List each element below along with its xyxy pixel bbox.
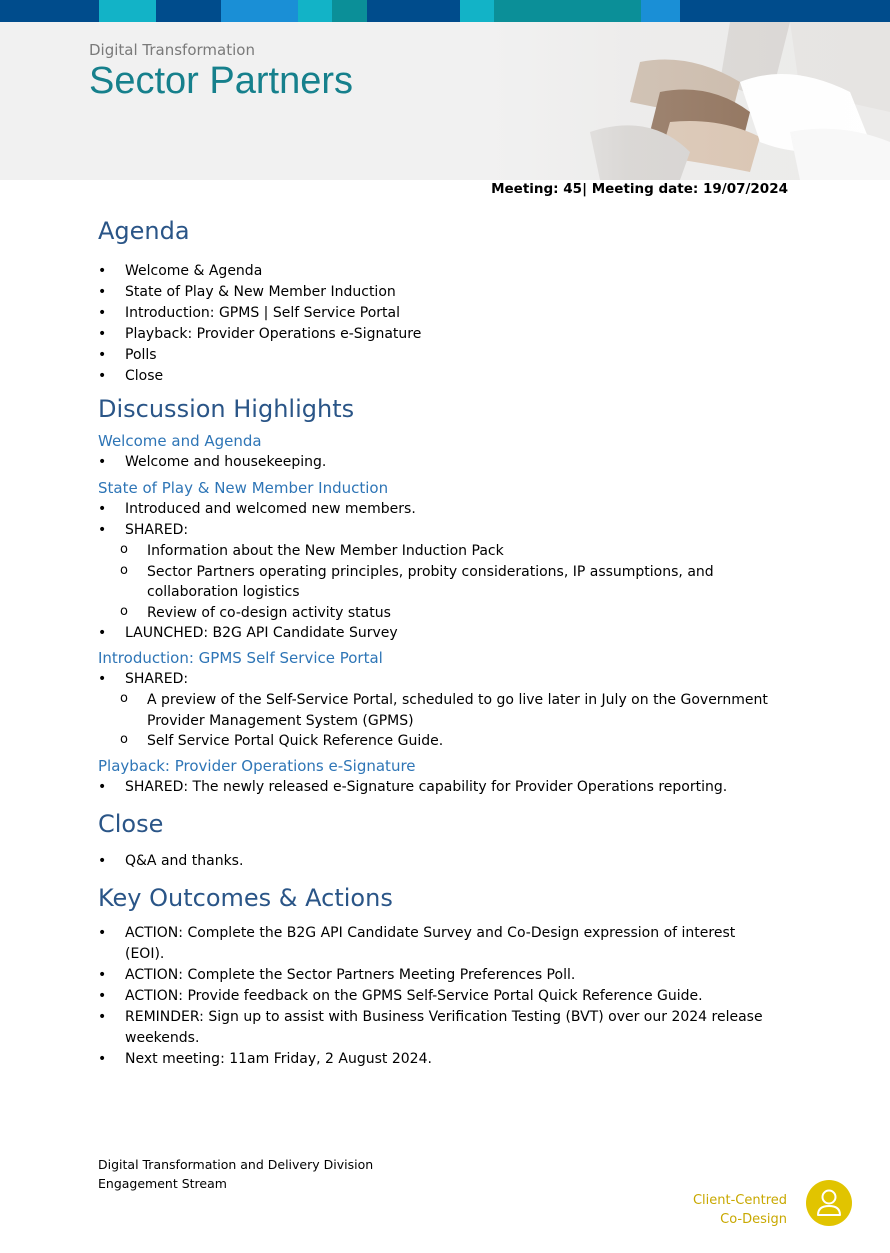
list-item: • REMINDER: Sign up to assist with Business Verification Testing (BVT) over our 2024 release weekends. bbox=[98, 1007, 778, 1049]
close-heading: Close bbox=[98, 809, 164, 838]
list-item: • Introduction: GPMS | Self Service Portal bbox=[98, 303, 778, 324]
playback-list bbox=[98, 777, 778, 798]
list-item bbox=[98, 520, 778, 623]
list-item: • ACTION: Complete the Sector Partners Meeting Preferences Poll. bbox=[98, 965, 778, 986]
playback-subheading: Playback: Provider Operations e-Signature bbox=[98, 756, 416, 775]
list-item: • Polls bbox=[98, 345, 778, 366]
list-item: • LAUNCHED: B2G API Candidate Survey bbox=[98, 623, 778, 644]
list-item: • SHARED: The newly released e-Signature capability for Provider Operations reporting. bbox=[98, 777, 778, 798]
sub-list-item: o Sector Partners operating principles, probity considerations, IP assumptions, and collaboration logistics bbox=[98, 562, 778, 603]
list-item: • Welcome and housekeeping. bbox=[98, 452, 778, 473]
sub-list-item: o Information about the New Member Induction Pack bbox=[98, 541, 778, 562]
sub-list-item: o Self Service Portal Quick Reference Guide. bbox=[98, 731, 778, 752]
list-item: • Welcome & Agenda bbox=[98, 261, 778, 282]
header-subtitle: Digital Transformation bbox=[89, 41, 255, 59]
intro-list bbox=[98, 669, 778, 752]
state-sublist bbox=[125, 541, 778, 623]
list-item: • ACTION: Complete the B2G API Candidate Survey and Co-Design expression of interest (EOI). bbox=[98, 923, 778, 965]
list-item: • Next meeting: 11am Friday, 2 August 2024. bbox=[98, 1049, 778, 1070]
welcome-list bbox=[98, 452, 778, 473]
list-item: • Close bbox=[98, 366, 778, 387]
list-item-text: SHARED: bbox=[125, 671, 189, 687]
badge-line: Co-Design bbox=[720, 1212, 787, 1227]
footer-division bbox=[98, 1155, 373, 1193]
header-banner bbox=[0, 22, 890, 180]
welcome-subheading: Welcome and Agenda bbox=[98, 432, 262, 450]
footer-badge-text bbox=[693, 1191, 787, 1229]
intro-sublist bbox=[125, 690, 778, 752]
list-item: • Playback: Provider Operations e-Signature bbox=[98, 324, 778, 345]
meeting-info: Meeting: 45| Meeting date: 19/07/2024 bbox=[491, 181, 788, 197]
list-item: • Introduced and welcomed new members. bbox=[98, 499, 778, 520]
outcomes-list bbox=[98, 923, 778, 1070]
list-item: • State of Play & New Member Induction bbox=[98, 282, 778, 303]
close-list bbox=[98, 851, 778, 872]
agenda-list bbox=[98, 261, 778, 387]
list-item-text: SHARED: bbox=[125, 522, 189, 538]
footer-line: Digital Transformation and Delivery Division bbox=[98, 1157, 374, 1172]
list-item bbox=[98, 669, 778, 752]
badge-line: Client-Centred bbox=[692, 1193, 787, 1208]
sub-list-item: o Review of co-design activity status bbox=[98, 603, 778, 624]
footer-line: Engagement Stream bbox=[98, 1176, 227, 1191]
top-color-bar bbox=[0, 0, 890, 22]
hands-together-image bbox=[490, 22, 890, 180]
agenda-heading: Agenda bbox=[98, 217, 190, 245]
sub-list-item: o A preview of the Self-Service Portal, scheduled to go live later in July on the Government Provider Management System (GPMS) bbox=[98, 690, 778, 731]
page-title: Sector Partners bbox=[89, 60, 353, 102]
person-icon bbox=[806, 1180, 852, 1226]
intro-subheading: Introduction: GPMS Self Service Portal bbox=[98, 649, 383, 667]
outcomes-heading: Key Outcomes & Actions bbox=[98, 883, 393, 912]
state-subheading: State of Play & New Member Induction bbox=[98, 479, 389, 497]
discussion-heading: Discussion Highlights bbox=[98, 395, 355, 423]
list-item: • Q&A and thanks. bbox=[98, 851, 778, 872]
list-item: • ACTION: Provide feedback on the GPMS Self-Service Portal Quick Reference Guide. bbox=[98, 986, 778, 1007]
state-list bbox=[98, 499, 778, 644]
main-content bbox=[98, 210, 778, 1070]
